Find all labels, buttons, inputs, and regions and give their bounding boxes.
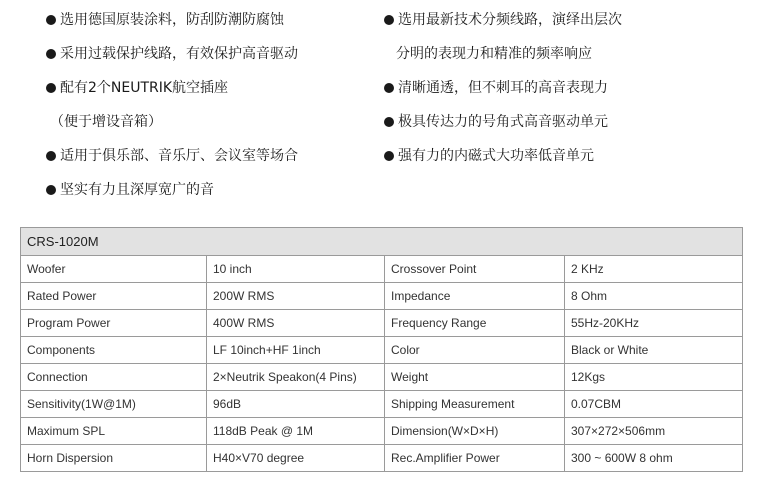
spec-table-header	[21, 228, 743, 256]
spec-label: Weight	[385, 364, 565, 391]
feature-list	[0, 0, 760, 210]
spec-table	[20, 227, 743, 472]
spec-value: 400W RMS	[207, 310, 385, 337]
table-row	[21, 391, 743, 418]
spec-value: 200W RMS	[207, 283, 385, 310]
table-row	[21, 364, 743, 391]
feature-left-1: 选用德国原装涂料，防刮防潮防腐蚀	[46, 10, 284, 30]
table-row	[21, 283, 743, 310]
spec-label: Rec.Amplifier Power	[385, 445, 565, 472]
table-row	[21, 445, 743, 472]
bullet-icon	[46, 49, 56, 59]
feature-right-2: 清晰通透，但不刺耳的高音表现力	[384, 78, 608, 98]
spec-value: 0.07CBM	[565, 391, 743, 418]
spec-label: Sensitivity(1W@1M)	[21, 391, 207, 418]
spec-value: 12Kgs	[565, 364, 743, 391]
spec-label: Maximum SPL	[21, 418, 207, 445]
table-row	[21, 418, 743, 445]
feature-left-3: 配有2个NEUTRIK航空插座	[46, 78, 228, 98]
feature-right-1-cont: 分明的表现力和精准的频率响应	[396, 46, 592, 62]
bullet-icon	[384, 83, 394, 93]
bullet-icon	[46, 151, 56, 161]
spec-label: Frequency Range	[385, 310, 565, 337]
spec-value: Black or White	[565, 337, 743, 364]
spec-label: Components	[21, 337, 207, 364]
spec-value: 8 Ohm	[565, 283, 743, 310]
spec-value: 2×Neutrik Speakon(4 Pins)	[207, 364, 385, 391]
bullet-icon	[384, 15, 394, 25]
spec-value: 55Hz-20KHz	[565, 310, 743, 337]
table-row	[21, 256, 743, 283]
feature-right-3: 极具传达力的号角式高音驱动单元	[384, 112, 608, 132]
feature-left-5: 坚实有力且深厚宽广的音	[46, 180, 214, 200]
spec-label: Woofer	[21, 256, 207, 283]
spec-label: Impedance	[385, 283, 565, 310]
feature-right-4: 强有力的内磁式大功率低音单元	[384, 146, 594, 166]
bullet-icon	[46, 83, 56, 93]
spec-value: 10 inch	[207, 256, 385, 283]
feature-left-2: 采用过载保护线路，有效保护高音驱动	[46, 44, 298, 64]
spec-label: Horn Dispersion	[21, 445, 207, 472]
spec-label: Shipping Measurement	[385, 391, 565, 418]
table-row	[21, 310, 743, 337]
model-name: CRS-1020M	[21, 228, 743, 256]
spec-label: Rated Power	[21, 283, 207, 310]
spec-label: Dimension(W×D×H)	[385, 418, 565, 445]
spec-value: 300 ~ 600W 8 ohm	[565, 445, 743, 472]
spec-value: 2 KHz	[565, 256, 743, 283]
spec-value: 118dB Peak @ 1M	[207, 418, 385, 445]
bullet-icon	[46, 15, 56, 25]
spec-label: Connection	[21, 364, 207, 391]
feature-left-4: 适用于俱乐部、音乐厅、会议室等场合	[46, 146, 298, 166]
spec-label: Program Power	[21, 310, 207, 337]
feature-left-3-note: （便于增设音箱）	[50, 114, 162, 130]
spec-value: 307×272×506mm	[565, 418, 743, 445]
spec-value: H40×V70 degree	[207, 445, 385, 472]
spec-label: Crossover Point	[385, 256, 565, 283]
bullet-icon	[384, 151, 394, 161]
spec-label: Color	[385, 337, 565, 364]
feature-right-1: 选用最新技术分频线路，演绎出层次	[384, 10, 622, 30]
spec-value: LF 10inch+HF 1inch	[207, 337, 385, 364]
bullet-icon	[46, 185, 56, 195]
table-row	[21, 337, 743, 364]
bullet-icon	[384, 117, 394, 127]
spec-value: 96dB	[207, 391, 385, 418]
